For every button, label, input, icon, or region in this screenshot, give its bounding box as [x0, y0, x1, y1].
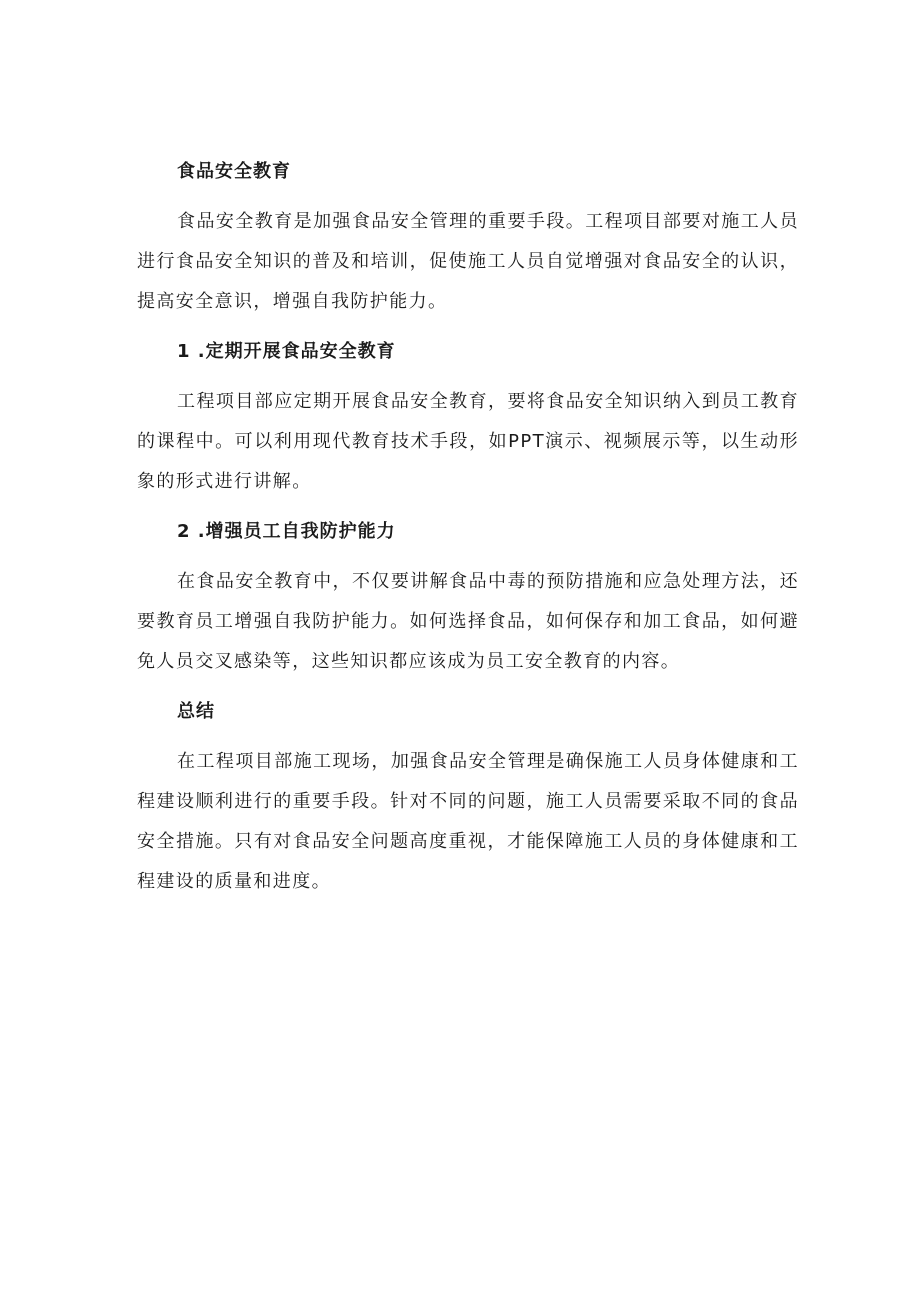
section-heading-food-safety-education: 食品安全教育 [177, 161, 291, 182]
section-paragraph-food-safety-education: 食品安全教育是加强食品安全管理的重要手段。工程项目部要对施工人员进行食品安全知识的普及和培训，促使施工人员自觉增强对食品安全的认识，提高安全意识，增强自我防护能力。 [137, 211, 799, 312]
section-heading-regular-education: 1 .定期开展食品安全教育 [177, 341, 396, 362]
section-heading-self-protection: 2 .增强员工自我防护能力 [177, 521, 396, 542]
section-paragraph-regular-education: 工程项目部应定期开展食品安全教育，要将食品安全知识纳入到员工教育的课程中。可以利用现代教育技术手段，如PPT演示、视频展示等，以生动形象的形式进行讲解。 [137, 391, 799, 492]
section-heading-summary: 总结 [177, 701, 215, 722]
section-paragraph-summary: 在工程项目部施工现场，加强食品安全管理是确保施工人员身体健康和工程建设顺利进行的重要手段。针对不同的问题，施工人员需要采取不同的食品安全措施。只有对食品安全问题高度重视，才能保障施工人员的身体健康和工程建设的质量和进度。 [137, 751, 799, 892]
section-paragraph-self-protection: 在食品安全教育中，不仅要讲解食品中毒的预防措施和应急处理方法，还要教育员工增强自我防护能力。如何选择食品，如何保存和加工食品，如何避免人员交叉感染等，这些知识都应该成为员工安全教育的内容。 [137, 571, 799, 672]
document-body [137, 152, 799, 912]
